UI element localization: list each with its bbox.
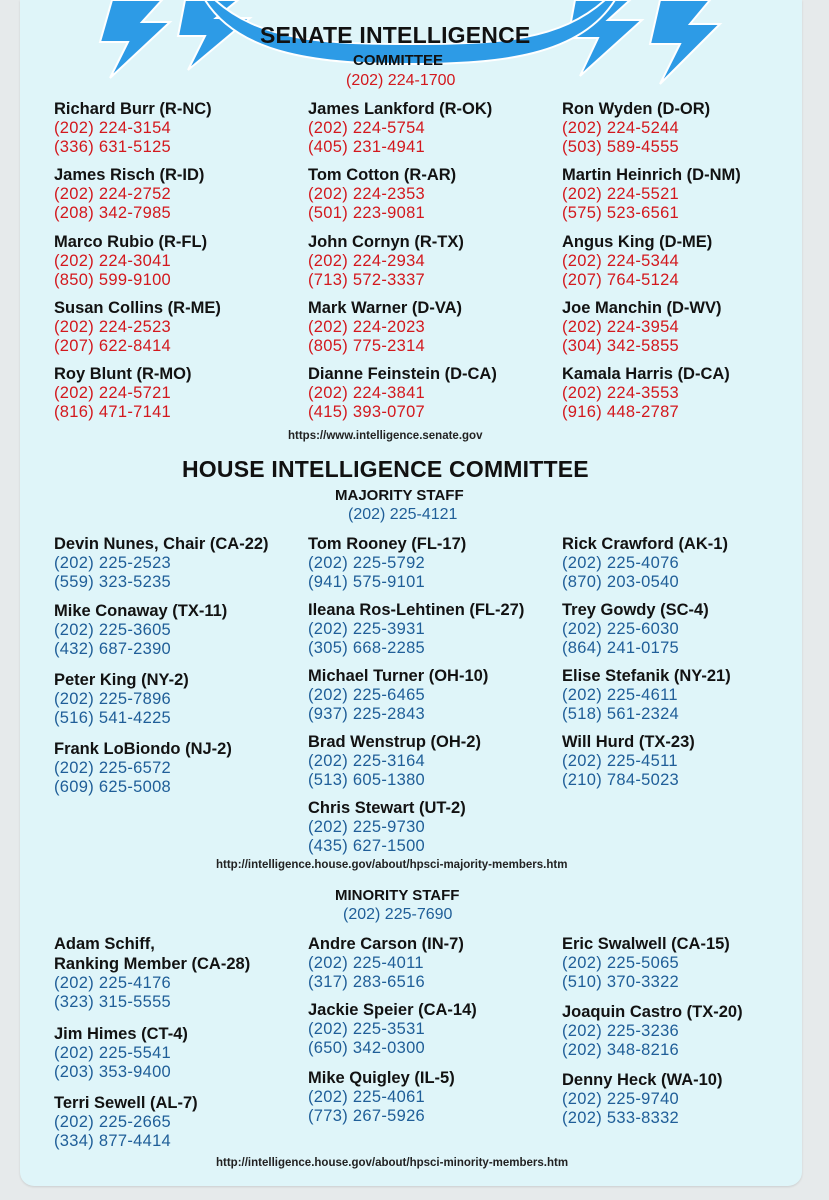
member-name: Chris Stewart (UT-2) — [308, 799, 466, 817]
senate-member — [308, 99, 558, 157]
member-phone: (334) 877-4414 — [54, 1132, 172, 1150]
member-phone: (202) 225-4061 — [308, 1088, 426, 1106]
lightning-bolt-icon — [100, 0, 170, 78]
member-phone: (202) 225-3605 — [54, 621, 172, 639]
senate-main-phone: (202) 224-1700 — [346, 72, 456, 89]
member-name: Denny Heck (WA-10) — [562, 1071, 723, 1089]
member-phone: (415) 393-0707 — [308, 403, 426, 421]
member-name: Terri Sewell (AL-7) — [54, 1094, 198, 1112]
member-phone: (202) 225-6572 — [54, 759, 172, 777]
majority-member — [562, 732, 802, 790]
member-phone: (202) 225-9740 — [562, 1090, 680, 1108]
member-phone: (202) 224-5344 — [562, 252, 680, 270]
senate-member — [308, 165, 558, 223]
member-phone: (305) 668-2285 — [308, 639, 426, 657]
member-phone: (202) 225-6465 — [308, 686, 426, 704]
majority-member — [54, 534, 314, 592]
member-phone: (870) 203-0540 — [562, 573, 680, 591]
senate-member — [308, 232, 558, 290]
senate-member — [308, 298, 558, 356]
member-name: Rick Crawford (AK-1) — [562, 535, 728, 553]
member-phone: (202) 224-3954 — [562, 318, 680, 336]
senate-url-link[interactable]: https://www.intelligence.senate.gov — [288, 430, 483, 442]
member-name: Jim Himes (CT-4) — [54, 1025, 188, 1043]
member-phone: (202) 224-5244 — [562, 119, 680, 137]
member-phone: (202) 225-3236 — [562, 1022, 680, 1040]
member-name: James Lankford (R-OK) — [308, 100, 493, 118]
member-phone: (202) 224-3041 — [54, 252, 172, 270]
member-phone: (336) 631-5125 — [54, 138, 172, 156]
member-phone: (773) 267-5926 — [308, 1107, 426, 1125]
member-phone: (202) 225-6030 — [562, 620, 680, 638]
member-name: Mark Warner (D-VA) — [308, 299, 463, 317]
member-phone: (207) 622-8414 — [54, 337, 172, 355]
member-phone: (202) 224-2353 — [308, 185, 426, 203]
majority-member — [308, 600, 562, 658]
member-name: John Cornyn (R-TX) — [308, 233, 464, 251]
member-name: Ileana Ros-Lehtinen (FL-27) — [308, 601, 525, 619]
majority-member — [54, 601, 304, 659]
minority-member — [54, 934, 304, 1012]
member-phone: (202) 224-2023 — [308, 318, 426, 336]
majority-member — [54, 739, 304, 797]
majority-member — [562, 534, 802, 592]
majority-member — [308, 732, 558, 790]
senate-member — [562, 232, 802, 290]
member-name: James Risch (R-ID) — [54, 166, 205, 184]
senate-member — [562, 99, 802, 157]
member-name: Trey Gowdy (SC-4) — [562, 601, 709, 619]
member-phone: (941) 575-9101 — [308, 573, 426, 591]
member-phone: (202) 224-3553 — [562, 384, 680, 402]
member-phone: (202) 225-4011 — [308, 954, 424, 972]
minority-member — [54, 1093, 304, 1151]
member-phone: (202) 225-4076 — [562, 554, 680, 572]
majority-member — [308, 798, 558, 856]
member-phone: (202) 225-5792 — [308, 554, 426, 572]
member-name: Martin Heinrich (D-NM) — [562, 166, 741, 184]
member-phone: (516) 541-4225 — [54, 709, 172, 727]
member-name: Mike Conaway (TX-11) — [54, 602, 228, 620]
member-phone: (202) 225-9730 — [308, 818, 426, 836]
majority-member — [54, 670, 304, 728]
member-phone: (304) 342-5855 — [562, 337, 680, 355]
majority-member — [562, 666, 802, 724]
member-phone: (202) 224-2752 — [54, 185, 172, 203]
member-phone: (202) 225-3531 — [308, 1020, 426, 1038]
member-phone: (559) 323-5235 — [54, 573, 172, 591]
member-name: Richard Burr (R-NC) — [54, 100, 212, 118]
member-phone: (609) 625-5008 — [54, 778, 172, 796]
senate-member — [562, 165, 802, 223]
member-phone: (432) 687-2390 — [54, 640, 172, 658]
member-phone: (202) 224-3841 — [308, 384, 426, 402]
member-name: Will Hurd (TX-23) — [562, 733, 695, 751]
member-phone: (202) 348-8216 — [562, 1041, 680, 1059]
senate-member — [54, 232, 304, 290]
member-phone: (203) 353-9400 — [54, 1063, 172, 1081]
member-phone: (202) 225-7896 — [54, 690, 172, 708]
minority-member — [308, 1068, 558, 1126]
member-name: Devin Nunes, Chair (CA-22) — [54, 535, 269, 553]
member-phone: (202) 225-4176 — [54, 974, 172, 992]
member-name: Jackie Speier (CA-14) — [308, 1001, 477, 1019]
member-phone: (518) 561-2324 — [562, 705, 680, 723]
senate-subtitle: COMMITTEE — [353, 52, 443, 69]
member-phone: (202) 224-5721 — [54, 384, 172, 402]
member-phone: (510) 370-3322 — [562, 973, 680, 991]
member-name: Michael Turner (OH-10) — [308, 667, 489, 685]
member-name: Andre Carson (IN-7) — [308, 935, 464, 953]
senate-member — [54, 165, 304, 223]
senate-member — [562, 364, 802, 422]
member-name: Adam Schiff, — [54, 935, 155, 953]
member-name: Eric Swalwell (CA-15) — [562, 935, 730, 953]
member-phone: (202) 225-2665 — [54, 1113, 172, 1131]
minority-member — [308, 934, 558, 992]
member-name: Roy Blunt (R-MO) — [54, 365, 192, 383]
member-phone: (575) 523-6561 — [562, 204, 680, 222]
member-phone: (435) 627-1500 — [308, 837, 426, 855]
member-phone: (202) 224-5521 — [562, 185, 680, 203]
minority-url-link[interactable]: http://intelligence.house.gov/about/hpsci-minority-members.htm — [216, 1157, 569, 1169]
member-phone: (916) 448-2787 — [562, 403, 680, 421]
member-phone: (650) 342-0300 — [308, 1039, 426, 1057]
member-name: Marco Rubio (R-FL) — [54, 233, 208, 251]
member-phone: (202) 225-5065 — [562, 954, 680, 972]
member-phone: (323) 315-5555 — [54, 993, 172, 1011]
senate-title: SENATE INTELLIGENCE — [260, 22, 531, 48]
minority-member — [562, 934, 802, 992]
member-phone: (202) 224-3154 — [54, 119, 172, 137]
member-phone: (210) 784-5023 — [562, 771, 680, 789]
member-name: Joaquin Castro (TX-20) — [562, 1003, 743, 1021]
lightning-bolt-icon — [650, 0, 720, 84]
majority-phone: (202) 225-4121 — [348, 506, 458, 523]
member-phone: (202) 225-5541 — [54, 1044, 172, 1062]
house-title: HOUSE INTELLIGENCE COMMITTEE — [182, 456, 589, 482]
majority-member — [308, 666, 558, 724]
majority-member — [562, 600, 802, 658]
member-phone: (207) 764-5124 — [562, 271, 680, 289]
member-name: Dianne Feinstein (D-CA) — [308, 365, 497, 383]
member-phone: (713) 572-3337 — [308, 271, 426, 289]
member-name: Peter King (NY-2) — [54, 671, 189, 689]
member-name: Elise Stefanik (NY-21) — [562, 667, 731, 685]
senate-member — [562, 298, 802, 356]
member-name: Mike Quigley (IL-5) — [308, 1069, 455, 1087]
member-name: Kamala Harris (D-CA) — [562, 365, 730, 383]
member-phone: (202) 225-3931 — [308, 620, 426, 638]
member-title: Ranking Member (CA-28) — [54, 955, 251, 973]
member-name: Tom Rooney (FL-17) — [308, 535, 467, 553]
minority-member — [562, 1070, 802, 1128]
member-phone: (503) 589-4555 — [562, 138, 680, 156]
member-name: Ron Wyden (D-OR) — [562, 100, 711, 118]
member-phone: (208) 342-7985 — [54, 204, 172, 222]
member-phone: (202) 224-5754 — [308, 119, 426, 137]
member-phone: (864) 241-0175 — [562, 639, 680, 657]
majority-label: MAJORITY STAFF — [335, 487, 464, 504]
member-name: Susan Collins (R-ME) — [54, 299, 221, 317]
senate-member — [54, 364, 304, 422]
member-phone: (202) 225-4611 — [562, 686, 678, 704]
majority-url-link[interactable]: http://intelligence.house.gov/about/hpsci-majority-members.htm — [216, 859, 568, 871]
member-phone: (816) 471-7141 — [54, 403, 172, 421]
member-phone: (202) 225-3164 — [308, 752, 426, 770]
contact-card — [20, 0, 802, 1186]
member-phone: (202) 225-4511 — [562, 752, 678, 770]
member-name: Angus King (D-ME) — [562, 233, 713, 251]
member-name: Frank LoBiondo (NJ-2) — [54, 740, 232, 758]
member-phone: (501) 223-9081 — [308, 204, 426, 222]
minority-label: MINORITY STAFF — [335, 887, 460, 904]
minority-phone: (202) 225-7690 — [343, 906, 453, 923]
member-phone: (850) 599-9100 — [54, 271, 172, 289]
member-name: Tom Cotton (R-AR) — [308, 166, 457, 184]
member-phone: (202) 224-2934 — [308, 252, 426, 270]
senate-member — [308, 364, 558, 422]
senate-member — [54, 298, 304, 356]
minority-member — [308, 1000, 558, 1058]
member-phone: (202) 533-8332 — [562, 1109, 680, 1127]
member-phone: (805) 775-2314 — [308, 337, 426, 355]
member-phone: (405) 231-4941 — [308, 138, 426, 156]
minority-member — [54, 1024, 304, 1082]
member-name: Joe Manchin (D-WV) — [562, 299, 722, 317]
member-phone: (513) 605-1380 — [308, 771, 426, 789]
majority-member — [308, 534, 558, 592]
minority-member — [562, 1002, 802, 1060]
member-phone: (317) 283-6516 — [308, 973, 426, 991]
senate-member — [54, 99, 304, 157]
member-phone: (937) 225-2843 — [308, 705, 426, 723]
member-phone: (202) 224-2523 — [54, 318, 172, 336]
member-name: Brad Wenstrup (OH-2) — [308, 733, 481, 751]
member-phone: (202) 225-2523 — [54, 554, 172, 572]
